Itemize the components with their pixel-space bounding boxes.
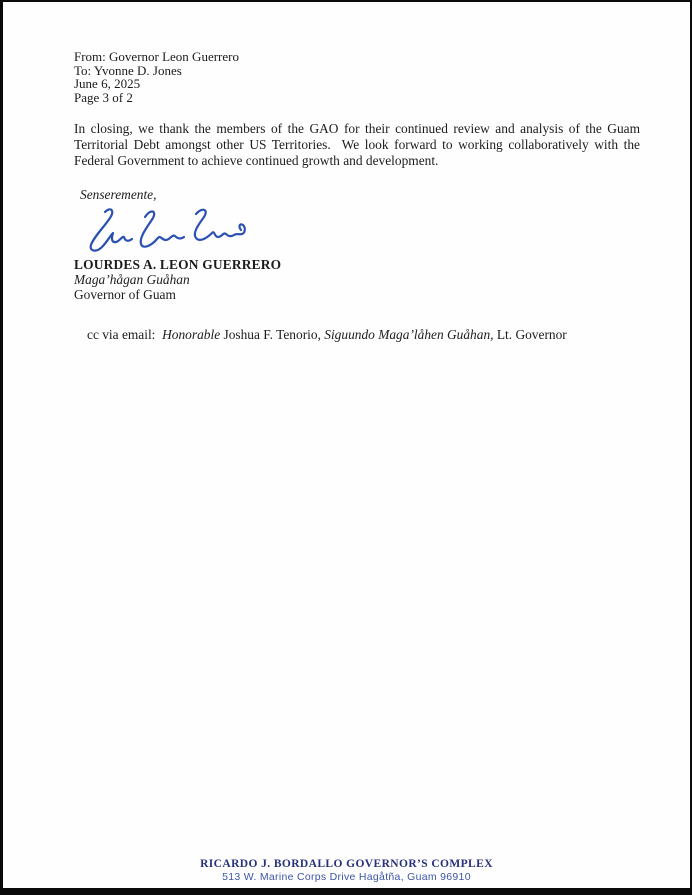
cc-suffix: Lt. Governor [493, 327, 567, 342]
letter-header [74, 50, 640, 104]
signature-image [88, 206, 248, 254]
cc-honorific: Honorable [162, 327, 221, 342]
letterhead-footer [3, 858, 690, 883]
signatory-block [74, 257, 640, 302]
header-page-number: Page 3 of 2 [74, 89, 133, 105]
signatory-title-chamorro: Maga’hågan Guåhan [74, 272, 190, 287]
closing-paragraph: In closing, we thank the members of the GAO for their continued review and analysis of the Guam Territorial Debt amongst other US Territories. We look forward to working collaboratively with the Federal Government to achieve continued growth and development. [74, 121, 640, 168]
signatory-title-english: Governor of Guam [74, 287, 176, 302]
cc-prefix: cc via email: [87, 327, 163, 342]
header-to-line: To: Yvonne D. Jones [74, 62, 182, 78]
letter-content [3, 2, 690, 343]
footer-complex-name: RICARDO J. BORDALLO GOVERNOR’S COMPLEX [200, 858, 493, 870]
cc-recipient-name: Joshua F. Tenorio, [220, 327, 325, 342]
header-date-line: June 6, 2025 [74, 76, 141, 91]
signatory-name: LOURDES A. LEON GUERRERO [74, 257, 282, 272]
footer-address: 513 W. Marine Corps Drive Hagåtña, Guam 96910 [222, 871, 471, 883]
closing-salutation: Senseremente, [80, 187, 157, 202]
header-from-line: From: Governor Leon Guerrero [74, 49, 239, 64]
cc-line [87, 327, 640, 343]
cc-title-chamorro: Siguundo Maga’låhen Guåhan, [324, 327, 494, 342]
